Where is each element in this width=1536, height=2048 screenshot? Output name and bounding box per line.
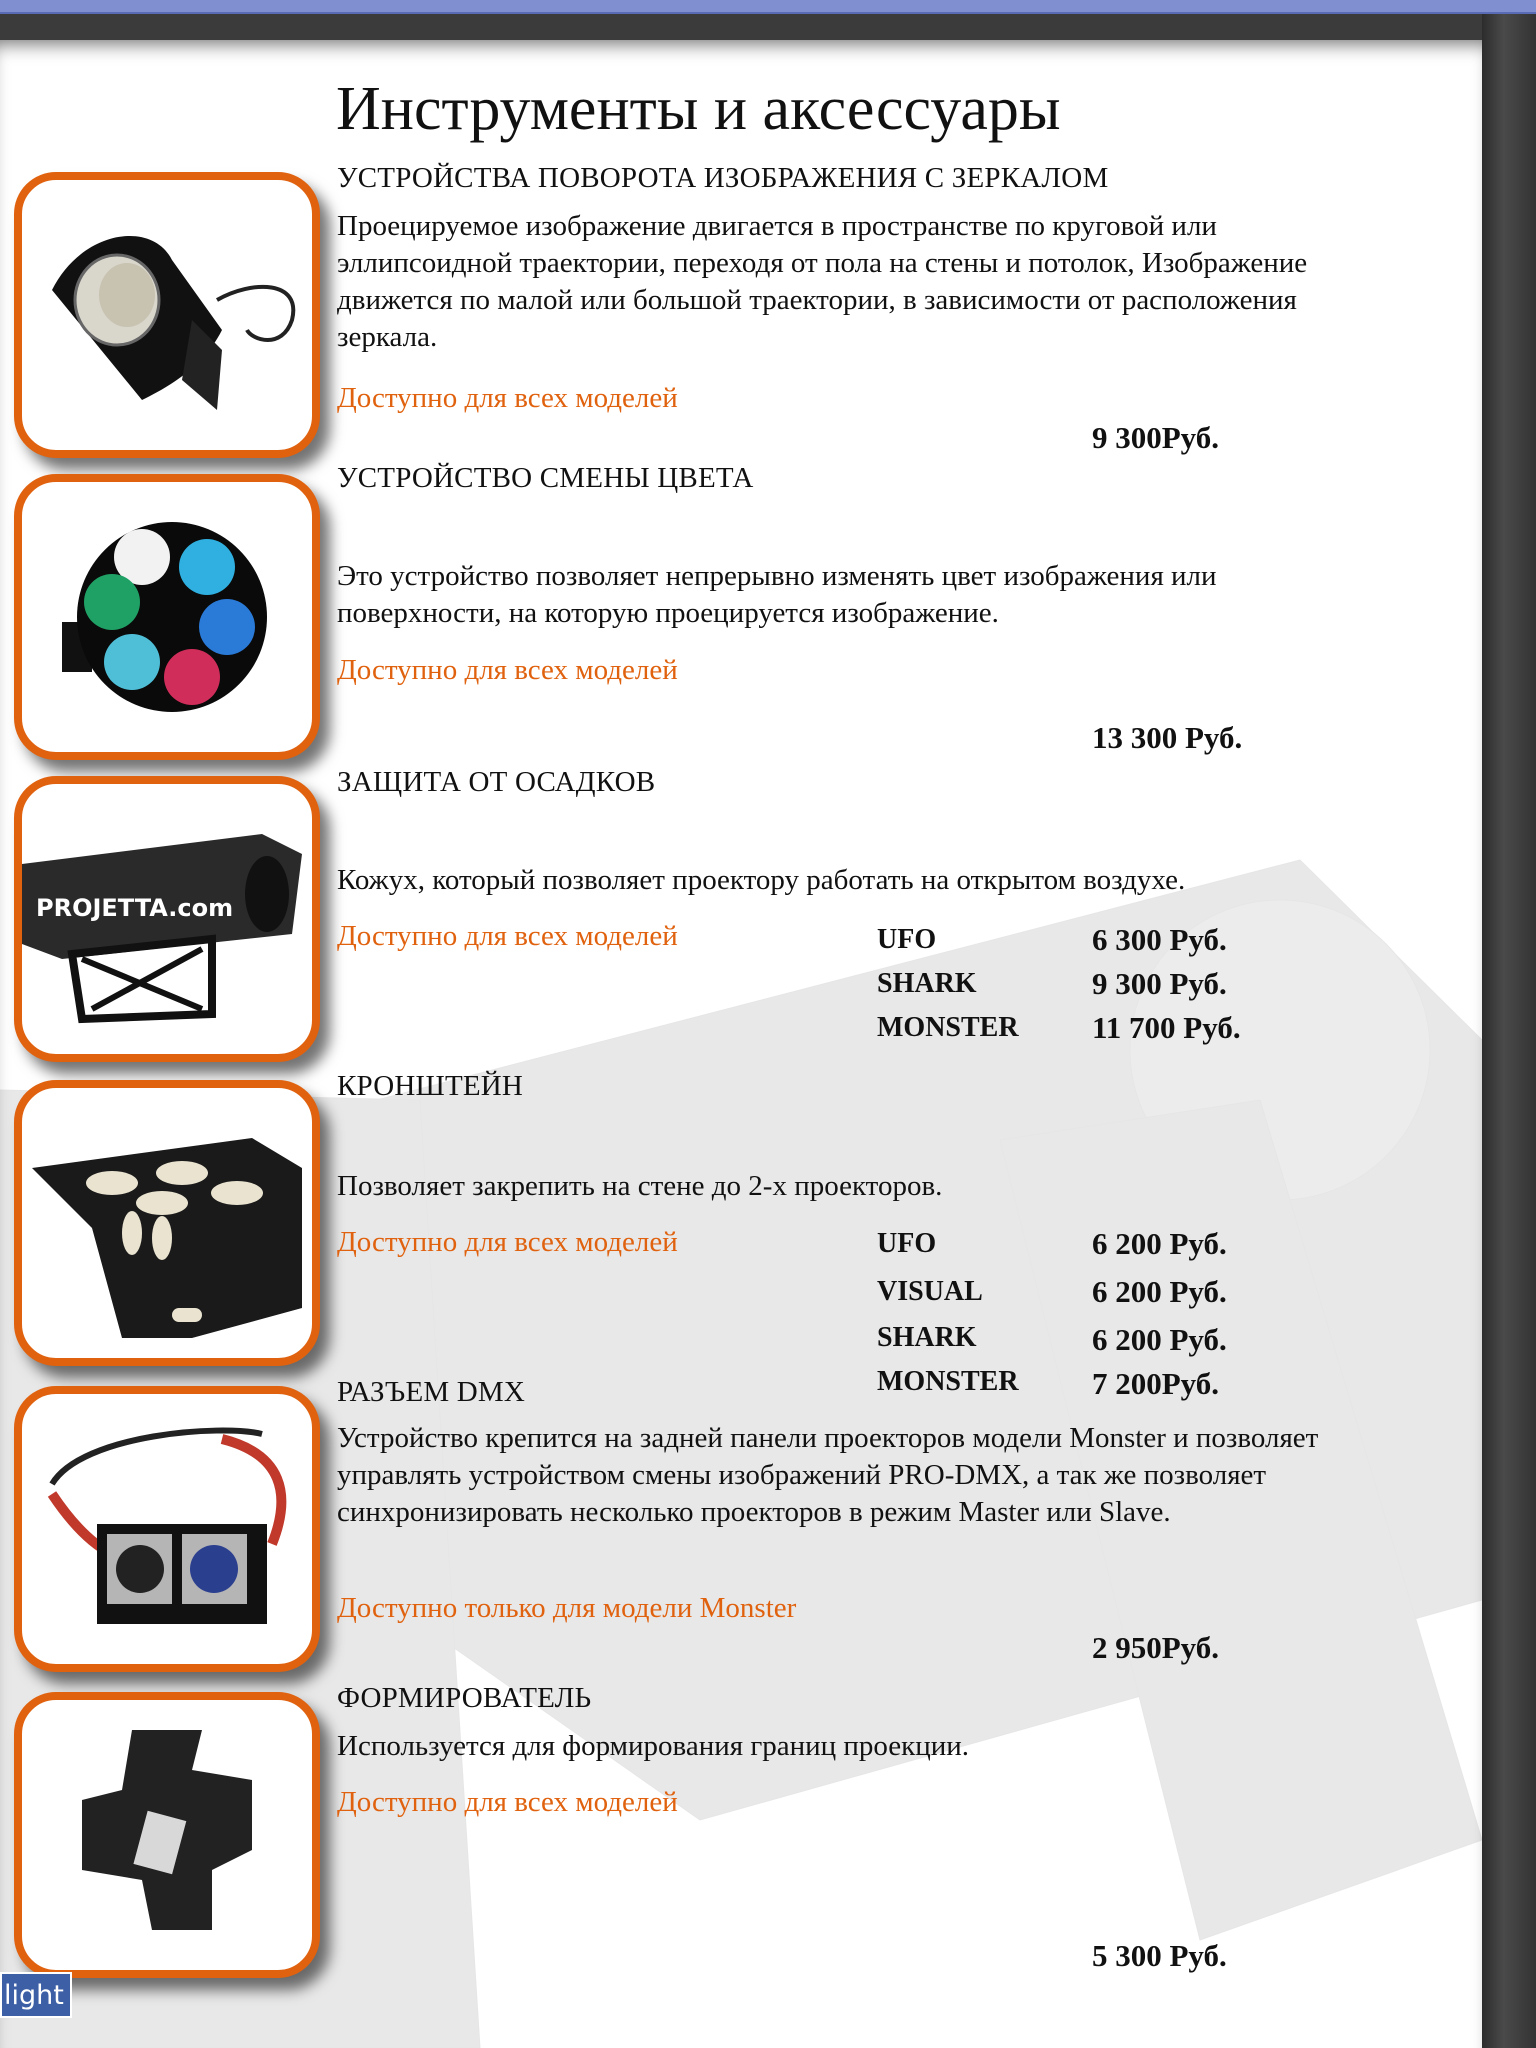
- color-wheel-icon: [22, 482, 312, 752]
- wall-bracket-icon: [22, 1088, 312, 1358]
- item-heading: ФОРМИРОВАТЕЛЬ: [337, 1682, 592, 1714]
- item-price: 9 300Руб.: [1092, 420, 1220, 455]
- dmx-connector-icon: [22, 1394, 312, 1664]
- item-price: 13 300 Руб.: [1092, 720, 1243, 755]
- item-description: Проецируемое изображение двигается в пространстве по круговой или эллипсоидной траектории, переходя от пола на стены и потолок, Изображение движется по малой или большой траектории, в зависимости от расположения зеркала.: [337, 210, 1308, 353]
- model-name: MONSTER: [877, 1366, 1019, 1397]
- model-name: VISUAL: [877, 1276, 983, 1307]
- item-availability: Доступно для всех моделей: [337, 920, 678, 952]
- shaper-plate-icon: [22, 1700, 312, 1970]
- item-availability: Доступно для всех моделей: [337, 654, 678, 686]
- model-price: 9 300 Руб.: [1092, 966, 1227, 1001]
- mirror-rotator-icon: [22, 180, 312, 450]
- weather-housing-icon: [22, 784, 312, 1054]
- item-heading: УСТРОЙСТВО СМЕНЫ ЦВЕТА: [337, 462, 754, 494]
- model-price: 6 300 Руб.: [1092, 922, 1227, 957]
- item-price: 5 300 Руб.: [1092, 1938, 1227, 1973]
- model-name: UFO: [877, 1228, 937, 1259]
- model-price: 6 200 Руб.: [1092, 1274, 1227, 1309]
- document-page: [0, 40, 1482, 2048]
- model-name: MONSTER: [877, 1012, 1019, 1043]
- item-heading: РАЗЪЕМ DMX: [337, 1376, 526, 1408]
- model-name: UFO: [877, 924, 937, 955]
- item-description: Позволяет закрепить на стене до 2-х проекторов.: [337, 1170, 943, 1202]
- viewer-frame-bar: [0, 14, 1536, 40]
- model-name: SHARK: [877, 1322, 977, 1353]
- model-price: 11 700 Руб.: [1092, 1010, 1241, 1045]
- color-wheel-thumbnail: [14, 474, 320, 760]
- viewer-right-edge: [1482, 14, 1536, 2048]
- item-heading: ЗАЩИТА ОТ ОСАДКОВ: [337, 766, 656, 798]
- item-description: Кожух, который позволяет проектору работать на открытом воздухе.: [337, 864, 1186, 896]
- page-title: Инструменты и аксессуары: [336, 75, 1061, 143]
- item-description: Устройство крепится на задней панели проекторов модели Monster и позволяет управлять устройством смены изображений PRO-DMX, а так же позволяет синхронизировать несколько проекторов в режим Master или Slave.: [337, 1422, 1319, 1528]
- model-name: SHARK: [877, 968, 977, 999]
- weather-housing-thumbnail: [14, 776, 320, 1062]
- item-availability: Доступно для всех моделей: [337, 1786, 678, 1818]
- svg-text:PROJETTA.com: PROJETTA.com: [36, 894, 234, 922]
- item-description: Используется для формирования границ проекции.: [337, 1730, 970, 1762]
- model-price: 7 200Руб.: [1092, 1366, 1220, 1401]
- item-price: 2 950Руб.: [1092, 1630, 1220, 1665]
- mirror-rotator-thumbnail: [14, 172, 320, 458]
- item-availability: Доступно для всех моделей: [337, 382, 678, 414]
- item-heading: УСТРОЙСТВА ПОВОРОТА ИЗОБРАЖЕНИЯ С ЗЕРКАЛОМ: [337, 162, 1109, 194]
- window-top-bar: [0, 0, 1536, 14]
- model-price: 6 200 Руб.: [1092, 1226, 1227, 1261]
- item-availability: Доступно для всех моделей: [337, 1226, 678, 1258]
- item-availability: Доступно только для модели Monster: [337, 1592, 797, 1624]
- model-price: 6 200 Руб.: [1092, 1322, 1227, 1357]
- item-description: Это устройство позволяет непрерывно изменять цвет изображения или поверхности, на которую проецируется изображение.: [337, 560, 1217, 629]
- item-heading: КРОНШТЕЙН: [337, 1070, 524, 1102]
- dmx-connector-thumbnail: [14, 1386, 320, 1672]
- wall-bracket-thumbnail: [14, 1080, 320, 1366]
- shaper-plate-thumbnail: [14, 1692, 320, 1978]
- brand-logo: light: [0, 1972, 72, 2018]
